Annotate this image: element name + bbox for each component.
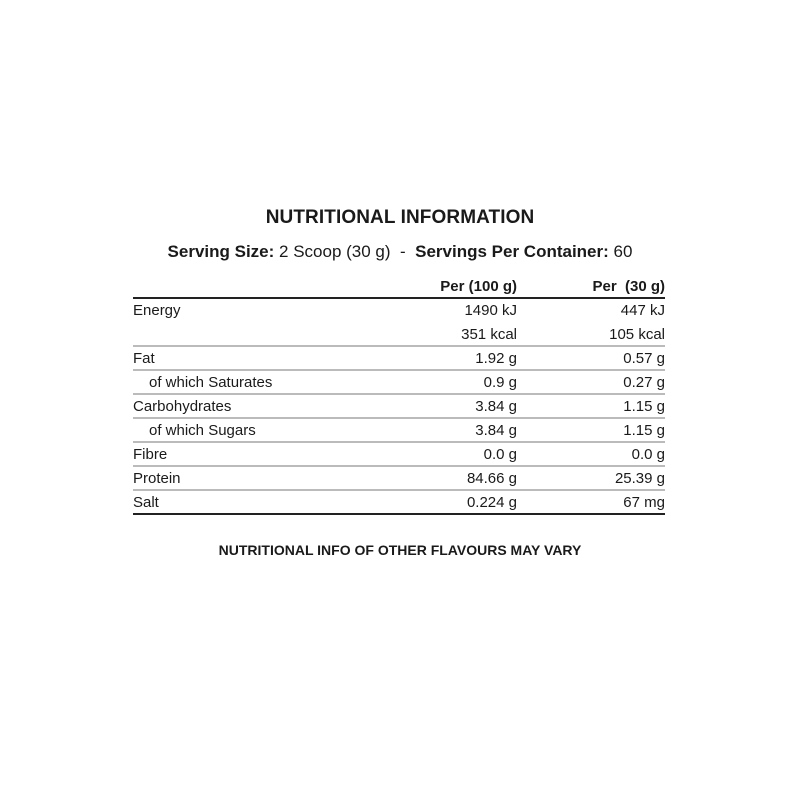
nutrient-label: of which Sugars bbox=[149, 422, 256, 439]
table-row-sugars bbox=[133, 419, 665, 443]
value-per-100g: 1490 kJ bbox=[464, 302, 517, 319]
value-per-serving: 25.39 g bbox=[614, 470, 665, 487]
header-per-serving: Per (30 g) bbox=[592, 278, 665, 295]
table-row-fat bbox=[133, 347, 665, 371]
value-per-serving: 1.15 g bbox=[623, 422, 665, 439]
nutrition-table bbox=[133, 276, 665, 515]
table-row-energy-kcal bbox=[133, 323, 665, 347]
table-row-energy-kj bbox=[133, 299, 665, 323]
value-per-100g: 0.0 g bbox=[483, 446, 517, 463]
table-row-fibre bbox=[133, 443, 665, 467]
nutrient-label: Salt bbox=[133, 494, 159, 511]
value-per-serving: 0.0 g bbox=[631, 446, 665, 463]
table-row-salt bbox=[133, 491, 665, 515]
value-per-100g: 84.66 g bbox=[466, 470, 517, 487]
serving-size-value: 2 Scoop (30 g) bbox=[279, 242, 391, 261]
nutrient-label: of which Saturates bbox=[149, 374, 273, 391]
value-per-serving: 447 kJ bbox=[620, 302, 665, 319]
header-per-100g: Per (100 g) bbox=[440, 278, 517, 295]
value-per-100g: 3.84 g bbox=[475, 422, 517, 439]
serving-separator: - bbox=[400, 242, 406, 261]
value-per-100g: 351 kcal bbox=[461, 326, 517, 343]
nutrient-label: Protein bbox=[133, 470, 181, 487]
value-per-serving: 0.27 g bbox=[623, 374, 665, 391]
table-header bbox=[133, 276, 665, 299]
value-per-serving: 0.57 g bbox=[623, 350, 665, 367]
nutrient-label: Fibre bbox=[133, 446, 168, 463]
value-per-100g: 0.9 g bbox=[483, 374, 517, 391]
table-row-protein bbox=[133, 467, 665, 491]
value-per-100g: 0.224 g bbox=[466, 494, 517, 511]
nutrient-label: Carbohydrates bbox=[133, 398, 232, 415]
value-per-100g: 1.92 g bbox=[475, 350, 517, 367]
nutrient-label: Energy bbox=[133, 302, 181, 319]
value-per-serving: 67 mg bbox=[623, 494, 665, 511]
value-per-serving: 1.15 g bbox=[623, 398, 665, 415]
page-title: NUTRITIONAL INFORMATION bbox=[265, 207, 535, 228]
nutrient-label: Fat bbox=[133, 350, 155, 367]
table-row-saturates bbox=[133, 371, 665, 395]
value-per-100g: 3.84 g bbox=[475, 398, 517, 415]
serving-info bbox=[0, 242, 800, 262]
servings-per-container-value: 60 bbox=[613, 242, 633, 261]
value-per-serving: 105 kcal bbox=[609, 326, 665, 343]
servings-per-container-label: Servings Per Container: bbox=[415, 242, 609, 261]
table-row-carbohydrates bbox=[133, 395, 665, 419]
serving-size-label: Serving Size: bbox=[167, 242, 275, 261]
footer-disclaimer: NUTRITIONAL INFO OF OTHER FLAVOURS MAY VARY bbox=[218, 542, 582, 558]
